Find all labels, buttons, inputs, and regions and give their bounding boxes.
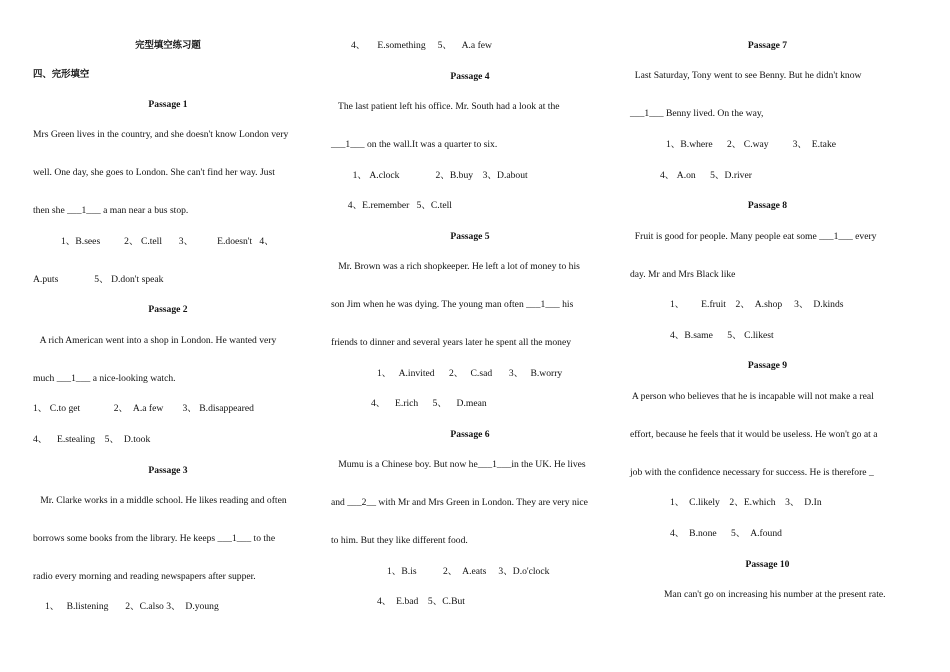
- passage-3-line: radio every morning and reading newspapers after supper.: [33, 571, 256, 582]
- passage-2-line: much ___1___ a nice-looking watch.: [33, 373, 176, 384]
- passage-9-line: effort, because he feels that it would be useless. He won't go at a: [630, 429, 878, 440]
- passage-8-line: day. Mr and Mrs Black like: [630, 269, 736, 280]
- passage-2-options: 4、 E.stealing 5、 D.took: [33, 434, 151, 445]
- passage-3-options-cont: 4、 E.something 5、 A.a few: [351, 40, 492, 51]
- passage-5-options: 1、 A.invited 2、 C.sad 3、 B.worry: [377, 368, 563, 379]
- passage-9-line: A person who believes that he is incapable will not make a real: [630, 391, 874, 402]
- passage-1-line: then she ___1___ a man near a bus stop.: [33, 205, 189, 216]
- passage-7-line: ___1___ Benny lived. On the way,: [630, 108, 764, 119]
- passage-2-options: 1、 C.to get 2、 A.a few 3、 B.disappeared: [33, 403, 254, 414]
- passage-4-line: ___1___ on the wall.It was a quarter to six.: [331, 139, 498, 150]
- passage-8-options: 1、 E.fruit 2、 A.shop 3、 D.kinds: [670, 299, 844, 310]
- passage-9-line: job with the confidence necessary for success. He is therefore _: [630, 467, 874, 478]
- passage-5-options: 4、 E.rich 5、 D.mean: [371, 398, 487, 409]
- passage-6-line: to him. But they like different food.: [331, 535, 468, 546]
- passage-6-heading: Passage 6: [450, 429, 490, 440]
- passage-4-line: The last patient left his office. Mr. South had a look at the: [331, 101, 560, 112]
- passage-1-options: A.puts 5、 D.don't speak: [33, 274, 164, 285]
- passage-6-options: 1、B.is 2、 A.eats 3、D.o'clock: [387, 566, 550, 577]
- passage-9-options: 4、 B.none 5、 A.found: [670, 528, 782, 539]
- passage-3-options: 1、 B.listening 2、C.also 3、 D.young: [33, 601, 219, 612]
- passage-1-line: well. One day, she goes to London. She can't find her way. Just: [33, 167, 275, 178]
- passage-7-line: Last Saturday, Tony went to see Benny. But he didn't know: [630, 70, 862, 81]
- passage-3-heading: Passage 3: [148, 465, 188, 476]
- passage-4-options: 1、 A.clock 2、B.buy 3、D.about: [331, 170, 528, 181]
- passage-10-line: Man can't go on increasing his number at the present rate.: [664, 589, 886, 600]
- passage-9-heading: Passage 9: [747, 360, 788, 371]
- passage-5-line: friends to dinner and several years later he spent all the money: [331, 337, 572, 348]
- passage-6-line: Mumu is a Chinese boy. But now he___1___in the UK. He lives: [331, 459, 586, 470]
- passage-5-line: son Jim when he was dying. The young man often ___1___ his: [331, 299, 574, 310]
- passage-1-options: 1、B.sees 2、 C.tell 3、 E.doesn't 4、: [61, 236, 274, 247]
- passage-8-options: 4、B.same 5、 C.likest: [670, 330, 774, 341]
- passage-3-line: borrows some books from the library. He keeps ___1___ to the: [33, 533, 276, 544]
- passage-8-line: Fruit is good for people. Many people eat some ___1___ every: [630, 231, 877, 242]
- passage-8-heading: Passage 8: [747, 200, 788, 211]
- passage-1-line: Mrs Green lives in the country, and she doesn't know London very: [33, 129, 289, 140]
- passage-6-options: 4、 E.bad 5、C.But: [377, 596, 465, 607]
- passage-2-heading: Passage 2: [148, 304, 188, 315]
- passage-7-heading: Passage 7: [747, 40, 788, 51]
- passage-5-heading: Passage 5: [450, 231, 490, 242]
- worksheet-title: 完型填空练习题: [135, 40, 201, 51]
- passage-5-line: Mr. Brown was a rich shopkeeper. He left a lot of money to his: [331, 261, 580, 272]
- passage-1-heading: Passage 1: [148, 99, 188, 110]
- section-heading: 四、完形填空: [33, 69, 90, 80]
- passage-4-heading: Passage 4: [450, 71, 490, 82]
- passage-9-options: 1、 C.likely 2、E.which 3、 D.In: [670, 497, 822, 508]
- passage-2-line: A rich American went into a shop in London. He wanted very: [33, 335, 277, 346]
- passage-3-line: Mr. Clarke works in a middle school. He likes reading and often: [33, 495, 287, 506]
- passage-7-options: 4、 A.on 5、D.river: [660, 170, 752, 181]
- passage-10-heading: Passage 10: [745, 559, 790, 570]
- passage-6-line: and ___2__ with Mr and Mrs Green in London. They are very nice: [331, 497, 588, 508]
- passage-4-options: 4、E.remember 5、C.tell: [331, 200, 452, 211]
- passage-7-options: 1、B.where 2、 C.way 3、 E.take: [666, 139, 836, 150]
